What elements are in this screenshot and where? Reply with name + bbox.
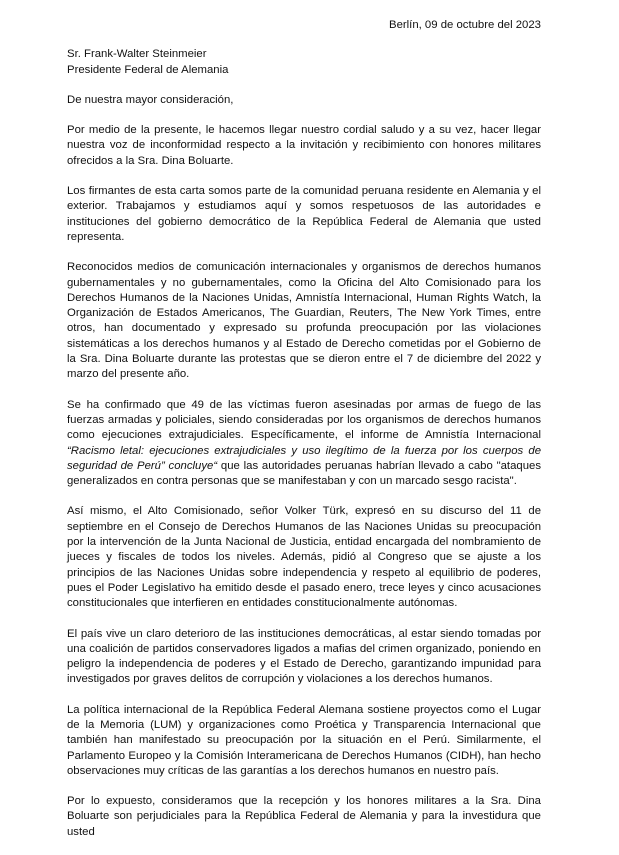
letter-body [67,18,541,855]
paragraph-1: Por medio de la presente, le hacemos llegar nuestro cordial saludo y a su vez, hacer llegar nuestra voz de inconformidad respecto a la invitación y recibimiento con honores militares ofrecidos a la Sra. Dina Boluarte. [67,124,541,167]
letter-date: Berlín, 09 de octubre del 2023 [389,19,541,31]
amnesty-report-title: “Racismo letal: ejecuciones extrajudiciales y uso ilegítimo de la fuerza por los cuerpos de seguridad de Perú” concluye“ [67,444,541,472]
recipient-name: Sr. Frank-Walter Steinmeier [67,48,207,61]
paragraph-4-part-a: Se ha confirmado que 49 de las víctimas fueron asesinadas por armas de fuego de las fuerzas armadas y policiales, siendo consideradas por los organismos de derechos humanos como ejecuciones extrajudiciales. Específicamente, el informe de Amnistía Internacional [67,398,541,442]
paragraph-5: Así mismo, el Alto Comisionado, señor Volker Türk, expresó en su discurso del 11 de septiembre en el Consejo de Derechos Humanos de las Naciones Unidas su preocupación por la intervención de la Junta Nacional de Justicia, entidad encargada del nombramiento de jueces y fiscales de todos los niveles. Además, pidió al Congreso que se ajuste a los principios de las Naciones Unidas sobre independencia y respeto al equilibrio de poderes, pues el Poder Legislativo ha emitido desde el pasado enero, trece leyes y cinco acusaciones constitucionales que interfieren en entidades constitucionalmente autónomas. [67,505,541,610]
paragraph-6: El país vive un claro deterioro de las instituciones democráticas, al estar siendo tomadas por una coalición de partidos conservadores ligados a mafias del crimen organizado, poniendo en peligro la independencia de poderes y el Estado de Derecho, garantizando impunidad para investigados por graves delitos de corrupción y violaciones a los derechos humanos. [67,627,541,686]
paragraph-7: La política internacional de la República Federal Alemana sostiene proyectos como el Lugar de la Memoria (LUM) y organizaciones como Proética y Transparencia Internacional que también han manifestado su preocupación por la situación en el Perú. Similarmente, el Parlamento Europeo y la Comisión Interamericana de Derechos Humanos (CIDH), han hecho observaciones muy críticas de las garantías a los derechos humanos en nuestro país. [67,703,541,777]
paragraph-8: Por lo expuesto, consideramos que la recepción y los honores militares a la Sra. Dina Boluarte son perjudiciales para la República Federal de Alemania y para la investidura que usted [67,795,541,838]
paragraph-2: Los firmantes de esta carta somos parte de la comunidad peruana residente en Alemania y el exterior. Trabajamos y estudiamos aquí y somos respetuosos de las autoridades e instituciones del gobierno democrático de la República Federal de Alemania que usted representa. [67,185,541,243]
paragraph-4 [67,398,541,490]
salutation: De nuestra mayor consideración, [67,93,234,106]
paragraph-4-part-b: que las autoridades peruanas habrían llevado a cabo "ataques generalizados en contra personas que se manifestaban y con un marcado sesgo racista". [67,459,541,488]
recipient-block [67,47,541,78]
paragraph-3: Reconocidos medios de comunicación internacionales y organismos de derechos humanos gubernamentales y no gubernamentales, como la Oficina del Alto Comisionado para los Derechos Humanos de la Naciones Unidas, Amnistía Internacional, Human Rights Watch, la Organización de Estados Americanos, The Guardian, Reuters, The New York Times, entre otros, han documentado y expresado su profunda preocupación por las violaciones sistemáticas a los derechos humanos y al Estado de Derecho cometidas por el Gobierno de la Sra. Dina Boluarte durante las protestas que se dieron entre el 7 de diciembre del 2022 y marzo del presente año. [67,261,541,381]
recipient-title: Presidente Federal de Alemania [67,63,229,76]
